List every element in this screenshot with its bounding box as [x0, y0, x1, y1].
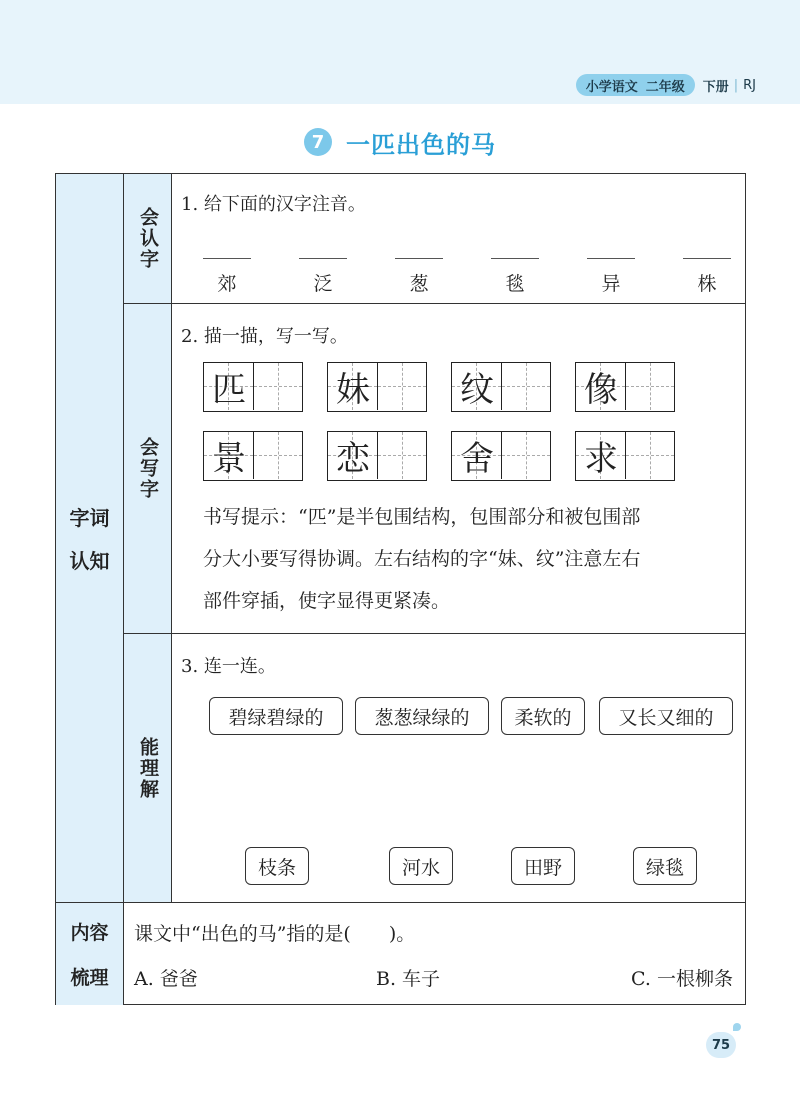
category-content-line2: 梳理 — [70, 967, 109, 989]
category-vocab-line1: 字词 — [69, 506, 110, 530]
sublabel-recognize: 会认字 — [124, 174, 172, 303]
write-box[interactable] — [377, 432, 426, 479]
tip-line: 书写提示：“匹”是半包围结构，包围部分和被包围部 — [203, 506, 641, 528]
tip-line: 部件穿插，使字显得更紧凑。 — [203, 590, 451, 612]
trace-char: 求 — [584, 439, 618, 479]
trace-char: 纹 — [460, 370, 494, 410]
category-content — [56, 903, 124, 1005]
sublabel-understand: 能理解 — [124, 634, 172, 902]
writing-grid[interactable] — [451, 431, 551, 481]
pinyin-blank[interactable] — [299, 258, 347, 259]
write-box[interactable] — [377, 363, 426, 410]
category-vocab — [56, 174, 124, 902]
pinyin-blank[interactable] — [683, 258, 731, 259]
pinyin-blank[interactable] — [587, 258, 635, 259]
write-box[interactable] — [501, 363, 550, 410]
category-content-line1: 内容 — [70, 922, 109, 944]
pinyin-char: 泛 — [313, 273, 333, 295]
page-number: 75 — [706, 1032, 736, 1058]
lesson-number: 7 — [304, 128, 332, 156]
writing-grid[interactable] — [327, 362, 427, 412]
trace-char: 景 — [212, 439, 246, 479]
trace-char: 妹 — [336, 370, 370, 410]
write-box[interactable] — [253, 432, 302, 479]
pinyin-char: 郊 — [217, 273, 237, 295]
q3-section — [173, 634, 745, 902]
pinyin-char: 株 — [697, 273, 717, 295]
match-word-top[interactable]: 碧绿碧绿的 — [209, 697, 343, 735]
content-question: 课文中“出色的马”指的是( )。 — [134, 923, 416, 945]
match-word-bottom[interactable]: 枝条 — [245, 847, 309, 885]
trace-char: 舍 — [460, 439, 494, 479]
writing-grid[interactable] — [203, 431, 303, 481]
writing-grid[interactable] — [203, 362, 303, 412]
subject-pill — [576, 74, 695, 96]
pinyin-item[interactable] — [487, 258, 543, 296]
writing-grid[interactable] — [327, 431, 427, 481]
row-divider — [56, 902, 745, 903]
pinyin-char: 葱 — [409, 273, 429, 295]
q3-title: 3. 连一连。 — [181, 656, 276, 677]
pinyin-item[interactable] — [199, 258, 255, 296]
trace-char: 匹 — [212, 370, 246, 410]
match-word-bottom[interactable]: 绿毯 — [633, 847, 697, 885]
match-word-top[interactable]: 葱葱绿绿的 — [355, 697, 489, 735]
lesson-title — [0, 125, 800, 159]
pinyin-item[interactable] — [391, 258, 447, 296]
pinyin-char: 异 — [601, 273, 621, 295]
writing-grid[interactable] — [451, 362, 551, 412]
tip-line: 分大小要写得协调。左右结构的字“妹、纹”注意左右 — [203, 548, 641, 570]
writing-grid[interactable] — [575, 431, 675, 481]
pinyin-blank[interactable] — [203, 258, 251, 259]
match-word-bottom[interactable]: 河水 — [389, 847, 453, 885]
header-separator: | — [733, 77, 739, 93]
write-box[interactable] — [253, 363, 302, 410]
trace-char: 恋 — [336, 439, 370, 479]
subject-label: 小学语文 — [585, 79, 638, 95]
option-b[interactable]: B. 车子 — [376, 968, 441, 990]
writing-grid[interactable] — [575, 362, 675, 412]
q1-title: 1. 给下面的汉字注音。 — [181, 194, 366, 215]
exercise-table — [55, 173, 746, 1005]
category-vocab-line2: 认知 — [69, 549, 110, 573]
write-box[interactable] — [625, 432, 674, 479]
pinyin-blank[interactable] — [491, 258, 539, 259]
q1-section — [173, 174, 745, 303]
q2-section — [173, 304, 745, 633]
option-c[interactable]: C. 一根柳条 — [631, 968, 733, 990]
match-word-bottom[interactable]: 田野 — [511, 847, 575, 885]
option-a[interactable]: A. 爸爸 — [134, 968, 198, 990]
match-word-top[interactable]: 又长又细的 — [599, 697, 733, 735]
trace-char: 像 — [584, 370, 618, 410]
writing-tips — [203, 496, 739, 622]
edition-label: RJ — [743, 77, 756, 93]
pinyin-item[interactable] — [583, 258, 639, 296]
pinyin-item[interactable] — [679, 258, 735, 296]
pinyin-blank[interactable] — [395, 258, 443, 259]
q2-title: 2. 描一描，写一写。 — [181, 326, 348, 347]
pinyin-char: 毯 — [505, 273, 525, 295]
sublabel-write: 会写字 — [124, 304, 172, 633]
match-word-top[interactable]: 柔软的 — [501, 697, 585, 735]
book-tag — [576, 74, 756, 96]
write-box[interactable] — [625, 363, 674, 410]
header-band — [0, 0, 800, 104]
pinyin-item[interactable] — [295, 258, 351, 296]
lesson-title-text: 一匹出色的马 — [346, 130, 496, 159]
write-box[interactable] — [501, 432, 550, 479]
droplet-icon — [733, 1023, 741, 1031]
grade-label: 二年级 — [645, 79, 685, 95]
volume-label: 下册 — [702, 79, 729, 95]
